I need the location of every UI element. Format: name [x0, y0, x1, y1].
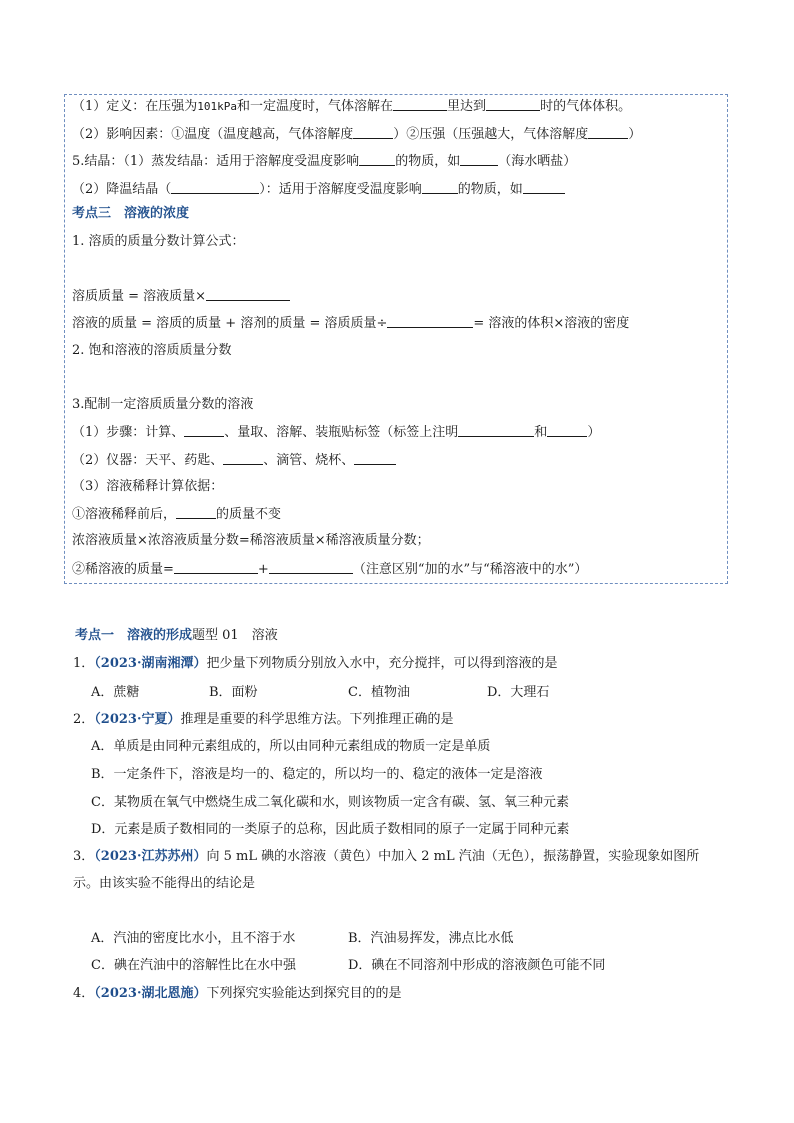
- q1-option-b: B．面粉: [209, 685, 258, 700]
- q1-option-c: C．植物油: [348, 685, 410, 700]
- q3-option-a: A．汽油的密度比水小，且不溶于水: [91, 931, 296, 946]
- blank: [174, 561, 258, 574]
- blank: [523, 181, 565, 194]
- blank: [547, 424, 587, 437]
- solute-mass-formula: 溶质质量 = 溶液质量×: [72, 288, 290, 305]
- dilution-title: （3）溶液稀释计算依据：: [72, 479, 224, 494]
- question-2: 2．（2023·宁夏）推理是重要的科学思维方法。下列推理正确的是: [73, 712, 454, 727]
- dilution-rule: ①溶液稀释前后， 的质量不变: [72, 507, 282, 522]
- q3-option-c: C．碘在汽油中的溶解性比在水中强: [91, 958, 296, 973]
- blank: [486, 98, 540, 111]
- solution-mass-formula: 溶液的质量 = 溶质的质量 + 溶剂的质量 = 溶质质量÷ = 溶液的体积×溶液的密度: [72, 316, 630, 331]
- q2-option-b: B．一定条件下，溶液是均一的、稳定的，所以均一的、稳定的液体一定是溶液: [91, 767, 543, 782]
- definition-line: （1）定义：在压强为101kPa和一定温度时，气体溶解在 里达到 时的气体体积。: [72, 99, 632, 114]
- dilute-mass-line: ②稀溶液的质量= + （注意区别“加的水”与“稀溶液中的水”）: [72, 562, 588, 577]
- cooling-crystallization-line: （2）降温结晶（ ）：适用于溶解度受温度影响 的物质，如: [72, 181, 565, 198]
- section-heading: 考点三 溶液的浓度: [72, 206, 190, 221]
- formula-title: 1. 溶质的质量分数计算公式：: [72, 234, 245, 249]
- blank: [269, 561, 353, 574]
- q2-option-a: A．单质是由同种元素组成的，所以由同种元素组成的物质一定是单质: [91, 739, 491, 754]
- blank: [206, 288, 290, 301]
- q3-option-b: B．汽油易挥发，沸点比水低: [348, 931, 514, 946]
- q2-option-c: C．某物质在氧气中燃烧生成二氧化碳和水，则该物质一定含有碳、氢、氧三种元素: [91, 795, 569, 810]
- factors-line: （2）影响因素：①温度（温度越高，气体溶解度 ）②压强（压强越大，气体溶解度 ）: [72, 127, 642, 142]
- q1-option-d: D．大理石: [487, 685, 550, 700]
- question-4: 4．（2023·湖北恩施）下列探究实验能达到探究目的的是: [73, 986, 402, 1001]
- blank: [176, 506, 216, 519]
- blank: [353, 126, 393, 139]
- instruments-line: （2）仪器：天平、药匙、 、滴管、烧杯、: [72, 452, 396, 469]
- question-3: 3．（2023·江苏苏州）向 5 mL 碘的水溶液（黄色）中加入 2 mL 汽油（无色），振荡静置，实验现象如图所: [73, 849, 700, 864]
- blank: [354, 452, 396, 465]
- q2-option-d: D．元素是质子数相同的一类原子的总称，因此质子数相同的原子一定属于同种元素: [91, 822, 570, 837]
- crystallization-line: 5.结晶：（1）蒸发结晶：适用于溶解度受温度影响 的物质，如 （海水晒盐）: [72, 154, 577, 169]
- blank: [359, 153, 395, 166]
- q1-option-a: A．蔗糖: [91, 685, 140, 700]
- blank: [387, 315, 473, 328]
- q3-option-d: D．碘在不同溶剂中形成的溶液颜色可能不同: [348, 958, 606, 973]
- blank: [458, 424, 534, 437]
- steps-line: （1）步骤：计算、 、量取、溶解、装瓶贴标签（标签上注明 和 ）: [72, 425, 601, 440]
- question-1: 1．（2023·湖南湘潭）把少量下列物质分别放入水中，充分搅拌，可以得到溶液的是: [73, 656, 558, 671]
- blank: [393, 98, 447, 111]
- topic-heading: 考点一 溶液的形成题型 01 溶液: [75, 628, 278, 643]
- preparation-title: 3.配制一定溶质质量分数的溶液: [72, 397, 254, 412]
- blank: [460, 153, 498, 166]
- blank: [184, 424, 224, 437]
- blank: [422, 181, 458, 194]
- blank: [223, 452, 263, 465]
- blank: [171, 181, 259, 194]
- blank: [588, 126, 628, 139]
- question-3-continued: 示。由该实验不能得出的结论是: [73, 876, 256, 891]
- dilution-equation: 浓溶液质量×浓溶液质量分数=稀溶液质量×稀溶液质量分数；: [72, 533, 430, 548]
- saturated-fraction: 2. 饱和溶液的溶质质量分数: [72, 343, 232, 358]
